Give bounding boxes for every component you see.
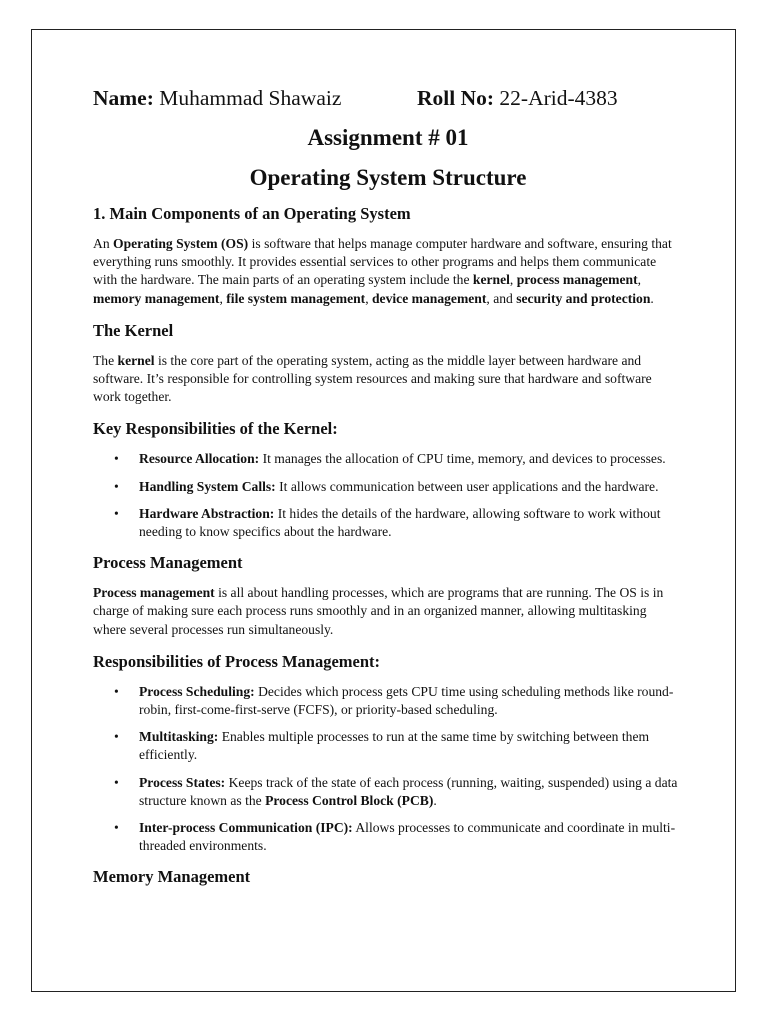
list-item: • Inter-process Communication (IPC): Allows processes to communicate and coordinate in multi-threaded environments. [114,820,676,854]
section-heading-components: 1. Main Components of an Operating System [93,204,411,223]
list-item: • Multitasking: Enables multiple processes to run at the same time by switching between them efficiently. [114,729,650,763]
kernel-paragraph: The kernel is the core part of the operating system, acting as the middle layer between hardware and software. It’s responsible for controlling system resources and making sure that hardware and software work together. [93,352,652,405]
assignment-title: Assignment # 01 [307,125,469,150]
roll-field: Roll No: 22-Arid-4383 [417,86,618,110]
section-heading-memory-management: Memory Management [93,867,251,887]
bullet-icon: • [114,683,119,699]
assignment-subtitle: Operating System Structure [249,165,527,190]
section-heading-process-management: Process Management [93,553,243,573]
student-header [93,86,683,116]
list-item: • Hardware Abstraction: It hides the details of the hardware, allowing software to work without needing to know specifics about the hardware. [114,505,661,540]
process-management-paragraph: Process management is all about handling processes, which are programs that are running. The OS is in charge of making sure each process runs smoothly and in an organized manner, allowing multitasking where several processes run simultaneously. [93,585,664,637]
components-paragraph: An Operating System (OS) is software that helps manage computer hardware and software, ensuring that everything runs smoothly. It provides essential services to other programs and helps them communicate with the hardware. The main parts of an operating system include the kernel, process management, memory management, file system management, device management, and security and protection. [93,236,672,306]
bullet-icon: • [114,478,119,494]
name-field: Name: Muhammad Shawaiz [93,86,342,110]
list-item: • Resource Allocation: It manages the allocation of CPU time, memory, and devices to processes. [93,450,683,468]
list-item: • Process Scheduling: Decides which process gets CPU time using scheduling methods like round-robin, first-come-first-serve (FCFS), or priority-based scheduling. [114,683,674,718]
list-item: • Handling System Calls: It allows communication between user applications and the hardware. [93,478,683,496]
section-heading-kernel: The Kernel [93,320,174,340]
process-responsibilities-list [93,683,683,856]
section-heading-process-responsibilities: Responsibilities of Process Management: [93,651,381,671]
bullet-icon: • [114,505,119,521]
bullet-icon: • [114,820,119,836]
bullet-icon: • [114,451,119,467]
bullet-icon: • [114,774,119,790]
section-heading-kernel-responsibilities: Key Responsibilities of the Kernel: [93,419,338,439]
document-body [93,86,683,898]
kernel-responsibilities-list [93,450,683,541]
list-item: • Process States: Keeps track of the state of each process (running, waiting, suspended) using a data structure known as the Process Control Block (PCB). [114,774,678,808]
bullet-icon: • [114,729,119,745]
